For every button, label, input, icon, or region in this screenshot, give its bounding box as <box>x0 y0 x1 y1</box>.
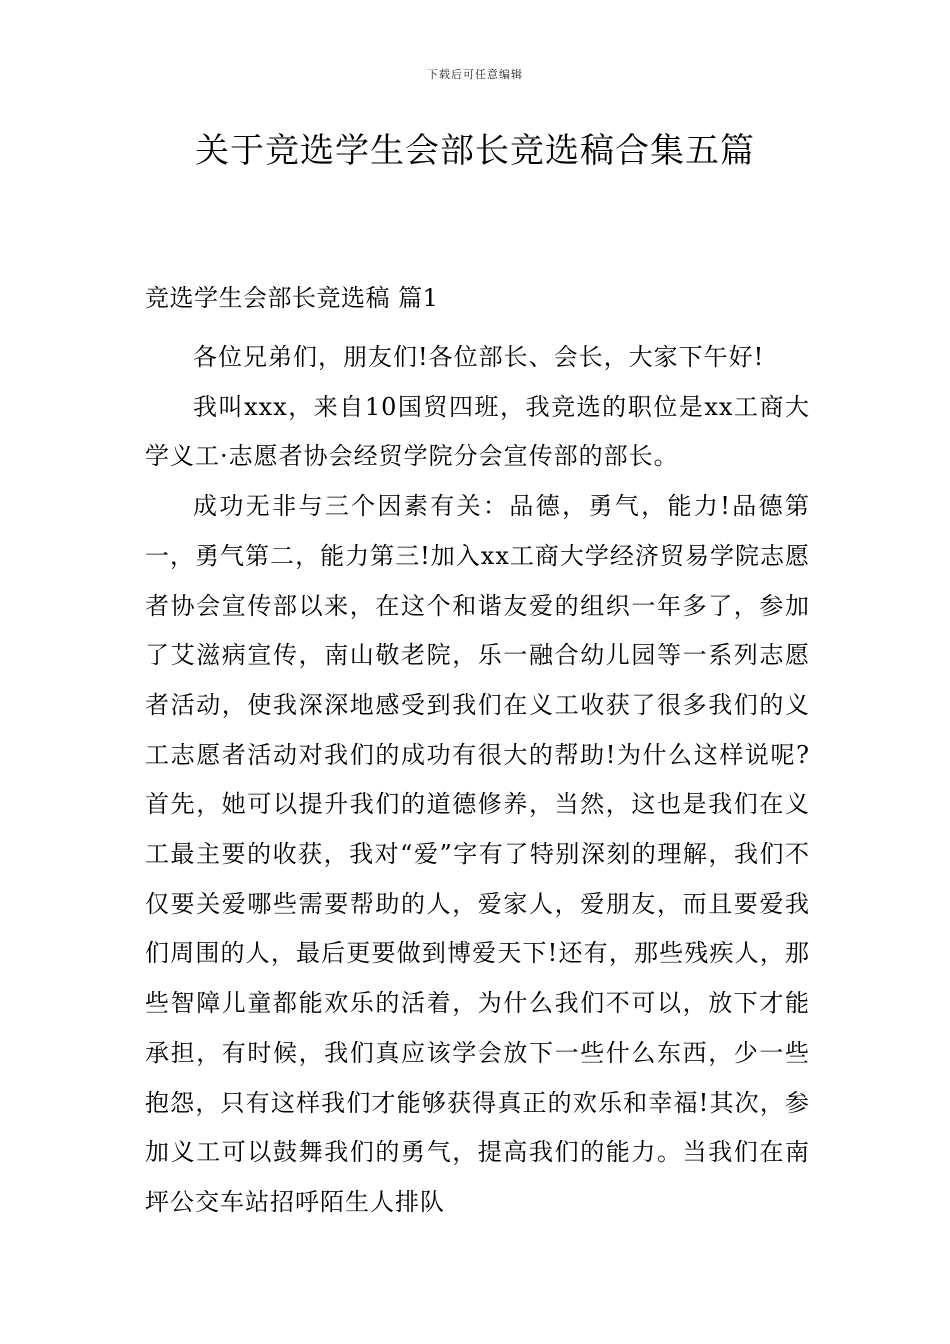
document-body <box>145 282 810 1228</box>
header-note: 下载后可任意编辑 <box>427 68 523 81</box>
paragraph-main: 成功无非与三个因素有关：品德，勇气，能力!品德第一，勇气第二，能力第三!加入xx工商大学经济贸易学院志愿者协会宣传部以来，在这个和谐友爱的组织一年多了，参加了艾滋病宣传，南山敬老院，乐一融合幼儿园等一系列志愿者活动，使我深深地感受到我们在义工收获了很多我们的义工志愿者活动对我们的成功有很大的帮助!为什么这样说呢?首先，她可以提升我们的道德修养，当然，这也是我们在义工最主要的收获，我对“爱”字有了特别深刻的理解，我们不仅要关爱哪些需要帮助的人，爱家人，爱朋友，而且要爱我们周围的人，最后更要做到博爱天下!还有，那些残疾人，那些智障儿童都能欢乐的活着，为什么我们不可以，放下才能承担，有时候，我们真应该学会放下一些什么东西，少一些抱怨，只有这样我们才能够获得真正的欢乐和幸福!其次，参加义工可以鼓舞我们的勇气，提高我们的能力。当我们在南坪公交车站招呼陌生人排队 <box>145 492 810 1216</box>
document-title: 关于竞选学生会部长竞选稿合集五篇 <box>195 131 755 171</box>
paragraph-introduction: 我叫xxx，来自10国贸四班，我竞选的职位是xx工商大学义工·志愿者协会经贸学院分会宣传部的部长。 <box>145 392 810 471</box>
paragraph-greeting: 各位兄弟们，朋友们!各位部长、会长，大家下午好! <box>193 343 765 371</box>
section-heading: 竞选学生会部长竞选稿 篇1 <box>145 284 439 312</box>
